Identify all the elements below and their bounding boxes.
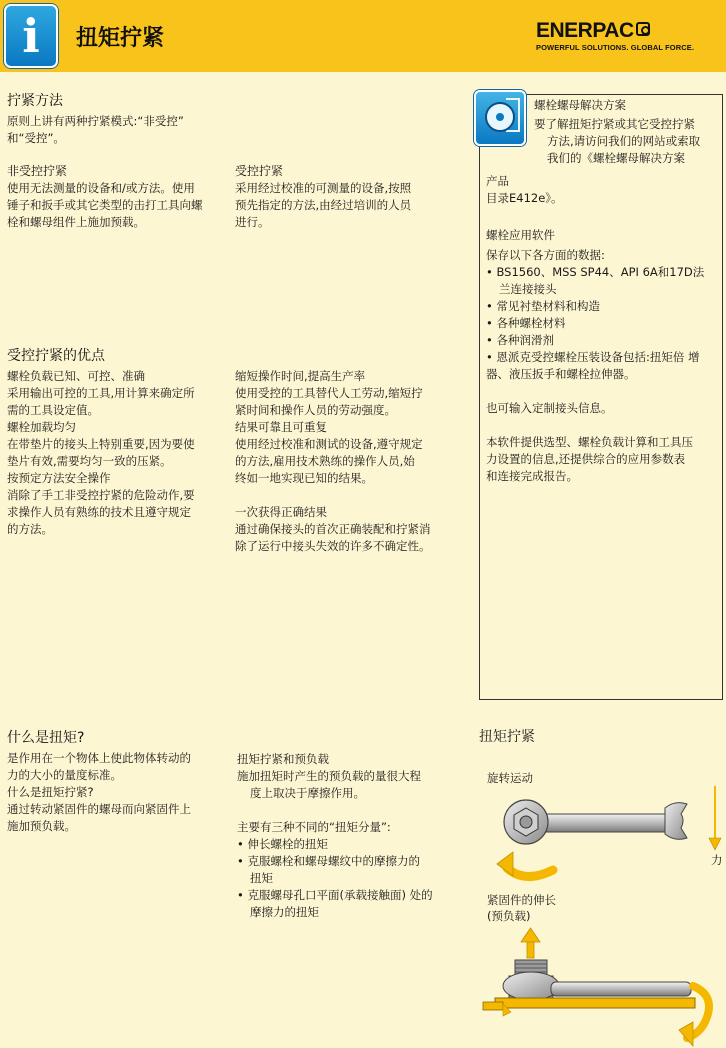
torque-text: 施加预负载。 [7, 819, 76, 833]
software-bullet: BS1560、MSS SP44、API 6A和17D法 [496, 265, 705, 279]
catalog-line: 目录E412e》。 [486, 191, 563, 205]
torque-text: 通过转动紧固件的螺母而向紧固件上 [7, 802, 191, 816]
advantage-title: 螺栓加载均匀 [7, 420, 76, 434]
methods-section [7, 92, 237, 147]
software-heading: 螺栓应用软件 [486, 228, 555, 242]
software-bullet: 各种润滑剂 [496, 333, 554, 347]
elongation-label: 紧固件的伸长 [487, 893, 556, 907]
advantage-title: 一次获得正确结果 [235, 505, 327, 519]
advantage-title: 缩短操作时间,提高生产率 [235, 369, 366, 383]
components-intro: 主要有三种不同的“扭矩分量”: [237, 820, 391, 834]
advantage-title: 螺栓负载已知、可控、准确 [7, 369, 145, 383]
controlled-line: 进行。 [235, 215, 270, 229]
force-arrow-icon [709, 786, 721, 850]
preload-text: 度上取决于摩擦作用。 [250, 786, 365, 800]
catalog-line: 产品 [486, 174, 509, 188]
controlled-line: 采用经过校准的可测量的设备,按照 [235, 181, 412, 195]
advantage-text: 需的工具设定值。 [7, 403, 99, 417]
methods-intro-line: 原则上讲有两种拧紧模式:“非受控” [7, 114, 184, 128]
figure-heading: 扭矩拧紧 [479, 729, 535, 745]
closing-line: 和连接完成报告。 [486, 469, 578, 483]
component-item: 伸长螺栓的扭矩 [247, 837, 328, 851]
brand-mark-icon [636, 22, 650, 36]
advantage-text: 消除了手工非受控拧紧的危险动作,要 [7, 488, 195, 502]
advantage-text: 使用受控的工具替代人工劳动,缩短拧 [235, 386, 423, 400]
uncontrolled-line: 使用无法测量的设备和/或方法。使用 [7, 181, 195, 195]
software-bullet: 兰连接接头 [499, 282, 557, 296]
preload-arrow-icon [521, 928, 540, 958]
info-icon: i [4, 4, 58, 68]
uncontrolled-line: 锤子和扳手或其它类型的击打工具向螺 [7, 198, 203, 212]
sidebar-intro-line: 方法,请访问我们的网站或索取 [547, 134, 701, 148]
enerpac-logo [536, 20, 706, 53]
advantage-text: 终如一地实现已知的结果。 [235, 471, 373, 485]
torque-wrench-figure [479, 760, 726, 1048]
uncontrolled-block [7, 163, 232, 231]
brand-tagline: POWERFUL SOLUTIONS. GLOBAL FORCE. [536, 43, 695, 52]
software-bullet: 常见衬垫材料和构造 [496, 299, 600, 313]
preload-text: 施加扭矩时产生的预负载的量很大程 [237, 769, 421, 783]
brand-name: ENERPAC [536, 19, 634, 42]
advantage-text: 在带垫片的接头上特别重要,因为要使 [7, 437, 195, 451]
sidebar-body: 产品 目录E412e》。 螺栓应用软件 保存以下各方面的数据: • BS1560、MSS SP44、API 6A和17D法 兰连接接头 • 常见衬垫材料和构造 • 各种螺栓材料 • 各种润滑剂 • 恩派克受控螺栓压装设备包括:扭矩倍 增 器、液压扳手和螺栓拉伸器。 也可输入定制接头信息。 本软件提供选型、螺栓负载计算和工具压 力设置的信息,还提供综合的应用参数表 和连接完成报告。 [486, 173, 720, 485]
controlled-heading: 受控拧紧 [235, 164, 284, 178]
advantage-text: 的方法。 [7, 522, 53, 536]
wrench-diagram [479, 760, 726, 1048]
advantage-text: 紧时间和操作人员的劳动强度。 [235, 403, 396, 417]
controlled-block [235, 163, 460, 231]
advantage-text: 除了运行中接头失效的许多不确定性。 [235, 539, 431, 553]
software-bullet: 器、液压扳手和螺栓拉伸器。 [486, 367, 636, 381]
advantage-text: 通过确保接头的首次正确装配和拧紧消 [235, 522, 431, 536]
sidebar-intro-line: 我们的《螺栓螺母解决方案 [547, 151, 685, 165]
closing-line: 力设置的信息,还提供综合的应用参数表 [486, 452, 686, 466]
custom-note: 也可输入定制接头信息。 [486, 401, 613, 415]
component-item: 摩擦力的扭矩 [250, 905, 319, 919]
advantage-title: 按预定方法安全操作 [7, 471, 111, 485]
rotation-label: 旋转运动 [487, 771, 533, 785]
component-item: 克服螺栓和螺母螺纹中的摩擦力的 [247, 854, 420, 868]
page-title: 扭矩拧紧 [76, 26, 165, 51]
controlled-line: 预先指定的方法,由经过培训的人员 [235, 198, 412, 212]
wrench-top-view-icon [504, 800, 687, 844]
software-intro: 保存以下各方面的数据: [486, 248, 605, 262]
torque-text: 是作用在一个物体上使此物体转动的 [7, 751, 191, 765]
advantage-text: 垫片有效,需要均匀一致的压紧。 [7, 454, 172, 468]
advantage-title: 结果可靠且可重复 [235, 420, 327, 434]
preload-heading: 扭矩拧紧和预负载 [237, 752, 329, 766]
uncontrolled-heading: 非受控拧紧 [7, 164, 68, 178]
cd-rom-icon [474, 90, 526, 146]
sidebar-intro-line: 要了解扭矩拧紧或其它受控拧紧 [534, 117, 695, 131]
methods-heading: 拧紧方法 [7, 93, 63, 109]
force-label: 力 [711, 853, 723, 867]
sidebar-intro [534, 97, 720, 167]
sidebar-title: 螺栓螺母解决方案 [534, 98, 626, 112]
advantage-text: 采用输出可控的工具,用计算来确定所 [7, 386, 195, 400]
advantage-text: 的方法,雇用技术熟练的操作人员,始 [235, 454, 415, 468]
component-item: 扭矩 [250, 871, 273, 885]
elongation-label: (预负载) [487, 909, 531, 923]
torque-text: 力的大小的量度标准。 [7, 768, 122, 782]
software-bullet: 恩派克受控螺栓压装设备包括:扭矩倍 增 [496, 350, 700, 364]
torque-heading: 什么是扭矩? [7, 730, 85, 746]
torque-question: 什么是扭矩拧紧? [7, 785, 94, 799]
torque-definition [7, 729, 232, 835]
advantages-heading: 受控拧紧的优点 [7, 348, 105, 364]
component-item: 克服螺母孔口平面(承载接触面) 处的 [247, 888, 433, 902]
uncontrolled-line: 栓和螺母组件上施加预载。 [7, 215, 145, 229]
rotation-arrow-icon [497, 852, 553, 877]
torque-preload: 扭矩拧紧和预负载 施加扭矩时产生的预负载的量很大程 度上取决于摩擦作用。 主要有三种不同的“扭矩分量”: • 伸长螺栓的扭矩 • 克服螺栓和螺母螺纹中的摩擦力的 扭矩 • 克服螺母孔口平面(承载接触面) 处的 摩擦力的扭矩 [237, 751, 462, 921]
methods-intro-line: 和“受控”。 [7, 131, 65, 145]
advantage-text: 使用经过校准和测试的设备,遵守规定 [235, 437, 423, 451]
bolt-assembly-icon [483, 960, 695, 1010]
software-bullet: 各种螺栓材料 [496, 316, 566, 330]
advantages-right [235, 368, 460, 555]
closing-line: 本软件提供选型、螺栓负载计算和工具压 [486, 435, 693, 449]
advantage-text: 求操作人员有熟练的技术且遵守规定 [7, 505, 191, 519]
advantages-left [7, 347, 232, 538]
header-bar [0, 0, 726, 72]
